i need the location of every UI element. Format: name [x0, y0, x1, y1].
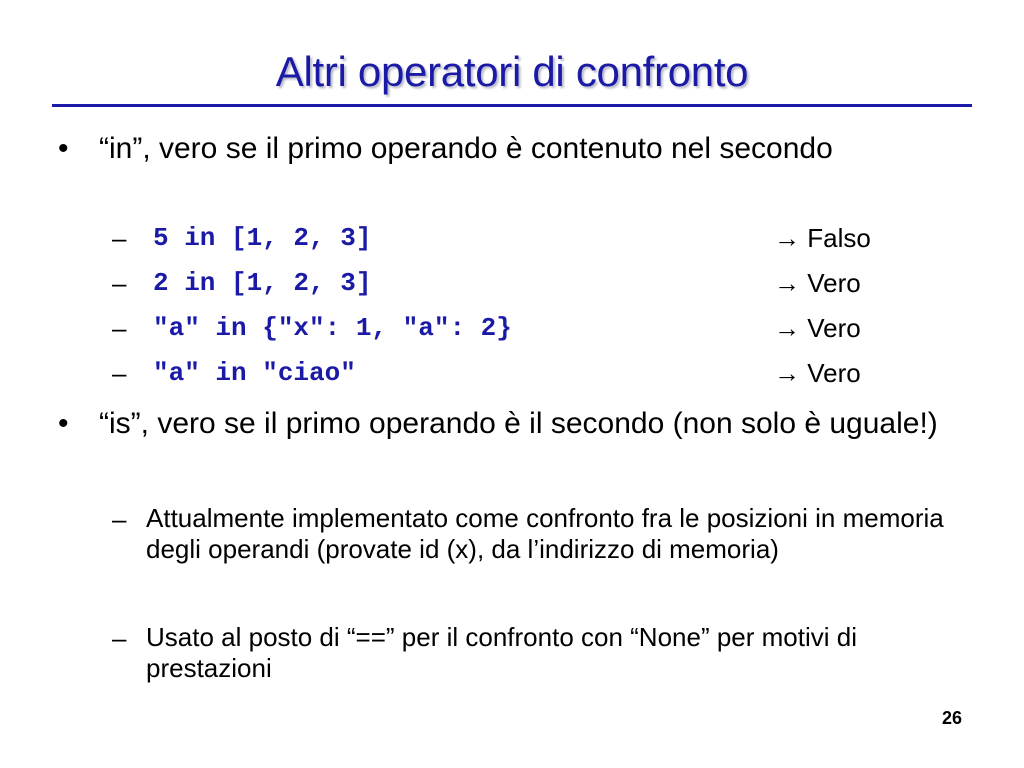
subitem-2-dash: – [112, 623, 127, 653]
example-3-dash: – [112, 313, 127, 343]
example-2-dash: – [112, 268, 127, 298]
subitem-none-comparison-note: Usato al posto di “==” per il confronto con “None” per motivi di prestazioni [146, 622, 858, 683]
example-4-result: → Vero [774, 358, 861, 388]
title-underline [52, 104, 972, 107]
slide-title: Altri operatori di confronto [275, 48, 749, 95]
example-1-result: → Falso [774, 223, 871, 253]
example-3-code: "a" in {"x": 1, "a": 2} [153, 313, 512, 343]
example-1-dash: – [112, 223, 127, 253]
example-2-result: → Vero [774, 268, 861, 298]
bullet-is-operator: “is”, vero se il primo operando è il secondo (non solo è uguale!) [99, 407, 938, 440]
subitem-1-dash: – [112, 504, 127, 534]
example-2-code: 2 in [1, 2, 3] [153, 268, 372, 298]
bullet-in-operator: “in”, vero se il primo operando è contenuto nel secondo [99, 132, 833, 165]
subitem-implementation-note: Attualmente implementato come confronto fra le posizioni in memoria degli operandi (provate id (x), da l’indirizzo di memoria) [146, 503, 944, 564]
example-1-code: 5 in [1, 2, 3] [153, 223, 372, 253]
page-number: 26 [941, 708, 962, 728]
example-4-dash: – [112, 358, 127, 388]
bullet-2-marker: • [58, 407, 69, 440]
bullet-1-marker: • [58, 132, 69, 165]
example-3-result: → Vero [774, 313, 861, 343]
example-4-code: "a" in "ciao" [153, 358, 356, 388]
